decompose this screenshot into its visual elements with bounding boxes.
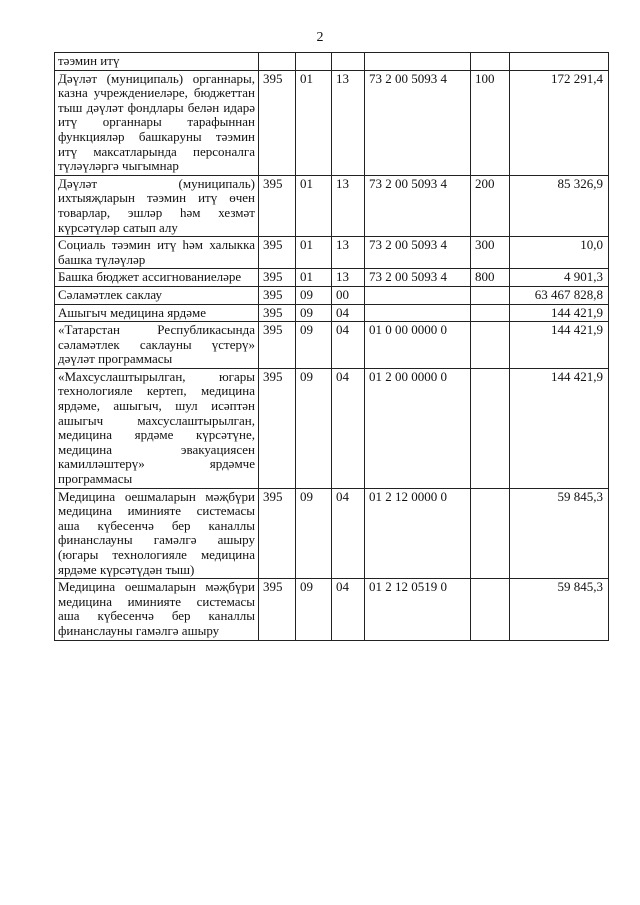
page-number: 2 xyxy=(316,30,324,45)
row-ved-cell: 395 xyxy=(259,269,296,287)
row-rz-cell: 09 xyxy=(296,488,332,579)
row-rz-cell: 09 xyxy=(296,322,332,369)
row-sum-cell xyxy=(510,53,609,71)
row-vr-cell xyxy=(471,304,510,322)
row-csr-cell xyxy=(365,286,471,304)
row-ved-cell: 395 xyxy=(259,368,296,488)
table-row xyxy=(55,70,609,175)
table-row xyxy=(55,488,609,579)
budget-table-body xyxy=(55,53,609,641)
row-csr-cell xyxy=(365,304,471,322)
row-csr-cell: 01 0 00 0000 0 xyxy=(365,322,471,369)
row-vr-cell: 800 xyxy=(471,269,510,287)
row-vr-cell xyxy=(471,488,510,579)
row-csr-cell: 73 2 00 5093 4 xyxy=(365,237,471,269)
table-row xyxy=(55,368,609,488)
row-name-cell: Дәүләт (муниципаль) ихтыяҗларын тәэмин итү өчен товарлар, эшләр һәм хезмәт күрсәтүләр сатып алу xyxy=(55,175,259,236)
row-vr-cell: 100 xyxy=(471,70,510,175)
row-sum-cell: 59 845,3 xyxy=(510,579,609,640)
row-pr-cell: 13 xyxy=(332,237,365,269)
row-pr-cell: 04 xyxy=(332,304,365,322)
row-ved-cell: 395 xyxy=(259,286,296,304)
row-ved-cell: 395 xyxy=(259,488,296,579)
row-rz-cell: 01 xyxy=(296,269,332,287)
row-sum-cell: 144 421,9 xyxy=(510,322,609,369)
table-row xyxy=(55,269,609,287)
row-vr-cell: 200 xyxy=(471,175,510,236)
row-ved-cell xyxy=(259,53,296,71)
row-vr-cell xyxy=(471,53,510,71)
row-rz-cell: 09 xyxy=(296,368,332,488)
row-csr-cell: 01 2 12 0000 0 xyxy=(365,488,471,579)
row-rz-cell: 01 xyxy=(296,70,332,175)
row-name-cell: Ашыгыч медицина ярдәме xyxy=(55,304,259,322)
row-sum-cell: 59 845,3 xyxy=(510,488,609,579)
row-pr-cell: 04 xyxy=(332,368,365,488)
row-ved-cell: 395 xyxy=(259,322,296,369)
row-sum-cell: 144 421,9 xyxy=(510,368,609,488)
row-name-cell: Сәламәтлек саклау xyxy=(55,286,259,304)
row-pr-cell: 04 xyxy=(332,488,365,579)
row-sum-cell: 172 291,4 xyxy=(510,70,609,175)
row-ved-cell: 395 xyxy=(259,70,296,175)
row-csr-cell: 01 2 00 0000 0 xyxy=(365,368,471,488)
row-rz-cell: 09 xyxy=(296,286,332,304)
table-row xyxy=(55,237,609,269)
row-pr-cell: 13 xyxy=(332,269,365,287)
row-name-cell: Дәүләт (муниципаль) органнары, казна учреждениеләре, бюджеттан тыш дәүләт фондлары белән идарә итү органнары тарафыннан функцияләр башкаруны тәэмин итү максатларында персоналга түләүләргә чыгымнар xyxy=(55,70,259,175)
row-name-cell: «Татарстан Республикасында сәламәтлек саклауны үстерү» дәүләт программасы xyxy=(55,322,259,369)
row-pr-cell: 13 xyxy=(332,175,365,236)
row-name-cell: Башка бюджет ассигнованиеләре xyxy=(55,269,259,287)
row-pr-cell: 04 xyxy=(332,322,365,369)
row-name-cell: тәэмин итү xyxy=(55,53,259,71)
row-pr-cell xyxy=(332,53,365,71)
row-sum-cell: 63 467 828,8 xyxy=(510,286,609,304)
row-rz-cell: 01 xyxy=(296,237,332,269)
row-name-cell: Медицина оешмаларын мәҗбүри медицина иминияте системасы аша күбесенчә бер каналлы финанслауны гамәлгә ашыру xyxy=(55,579,259,640)
row-csr-cell: 73 2 00 5093 4 xyxy=(365,70,471,175)
row-csr-cell xyxy=(365,53,471,71)
row-vr-cell xyxy=(471,286,510,304)
row-ved-cell: 395 xyxy=(259,175,296,236)
table-row xyxy=(55,175,609,236)
row-rz-cell: 09 xyxy=(296,579,332,640)
table-row xyxy=(55,322,609,369)
row-name-cell: Социаль тәэмин итү һәм халыкка башка түләүләр xyxy=(55,237,259,269)
row-ved-cell: 395 xyxy=(259,579,296,640)
row-name-cell: «Махсуслаштырылган, югары технологияле кертеп, медицина ярдәме, ашыгыч, шул исәптән ашыгыч махсуслаштырылган, медицина ярдәме күрсәтүне, медицина эвакуациясен камилләштерү» ярдәмче программасы xyxy=(55,368,259,488)
row-csr-cell: 73 2 00 5093 4 xyxy=(365,269,471,287)
row-csr-cell: 01 2 12 0519 0 xyxy=(365,579,471,640)
row-ved-cell: 395 xyxy=(259,304,296,322)
row-sum-cell: 4 901,3 xyxy=(510,269,609,287)
table-row xyxy=(55,304,609,322)
row-rz-cell xyxy=(296,53,332,71)
row-vr-cell: 300 xyxy=(471,237,510,269)
row-pr-cell: 13 xyxy=(332,70,365,175)
row-rz-cell: 01 xyxy=(296,175,332,236)
table-row xyxy=(55,53,609,71)
row-sum-cell: 144 421,9 xyxy=(510,304,609,322)
row-vr-cell xyxy=(471,368,510,488)
row-rz-cell: 09 xyxy=(296,304,332,322)
row-vr-cell xyxy=(471,579,510,640)
row-sum-cell: 85 326,9 xyxy=(510,175,609,236)
row-ved-cell: 395 xyxy=(259,237,296,269)
row-vr-cell xyxy=(471,322,510,369)
row-csr-cell: 73 2 00 5093 4 xyxy=(365,175,471,236)
row-name-cell: Медицина оешмаларын мәҗбүри медицина иминияте системасы аша күбесенчә бер каналлы финанслауны гамәлгә ашыру (югары технологияле медицина ярдәме күрсәтүдән тыш) xyxy=(55,488,259,579)
row-sum-cell: 10,0 xyxy=(510,237,609,269)
table-row xyxy=(55,579,609,640)
row-pr-cell: 04 xyxy=(332,579,365,640)
budget-table xyxy=(54,52,609,641)
table-row xyxy=(55,286,609,304)
row-pr-cell: 00 xyxy=(332,286,365,304)
